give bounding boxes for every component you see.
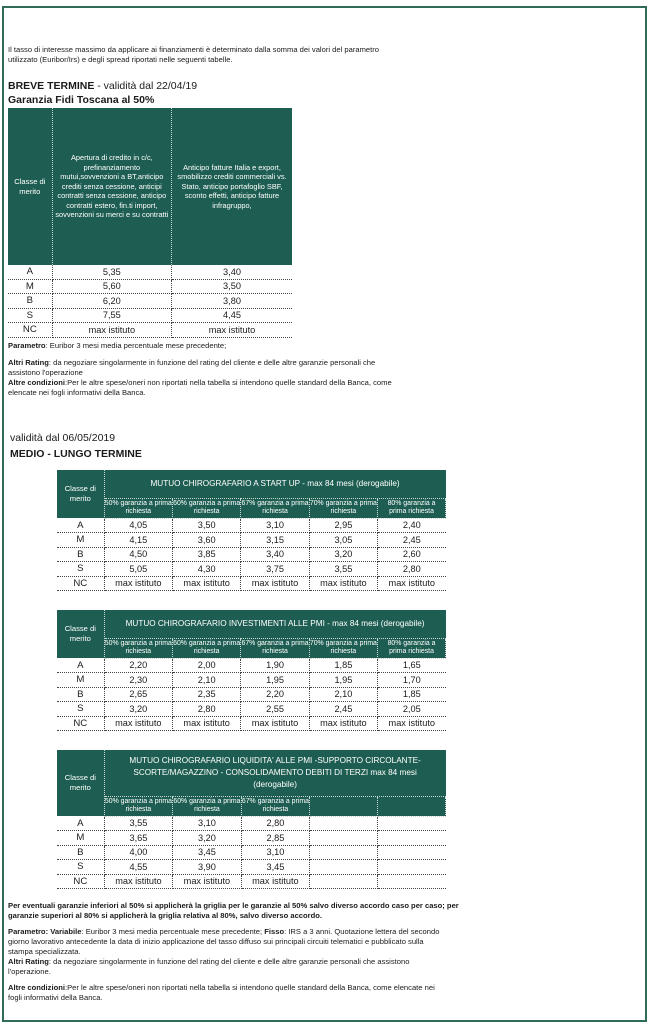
- param-fixed-label: Fisso: [264, 927, 285, 936]
- col-header-class: Classe di merito: [57, 470, 104, 518]
- empty-cell: [310, 860, 378, 875]
- value-cell: 2,10: [309, 687, 377, 702]
- value-cell: max istituto: [241, 716, 309, 731]
- value-cell: 1,90: [241, 658, 309, 673]
- class-cell: NC: [8, 323, 52, 338]
- value-cell: 4,50: [104, 547, 172, 562]
- col-header-50: 50% garanzia a prima richiesta: [104, 638, 172, 658]
- value-cell: 6,20: [52, 294, 171, 309]
- value-cell: 2,65: [104, 687, 172, 702]
- table-row: [8, 294, 292, 309]
- value-cell: 2,60: [378, 547, 446, 562]
- value-cell: max istituto: [378, 716, 446, 731]
- col-header-50: 50% garanzia a prima richiesta: [104, 498, 172, 518]
- col-header-class: Classe di merito: [8, 108, 52, 265]
- value-cell: 4,05: [104, 518, 172, 533]
- param-text: stampa specializzata.: [8, 947, 81, 956]
- value-cell: 2,20: [104, 658, 172, 673]
- value-cell: max istituto: [172, 716, 240, 731]
- value-cell: max istituto: [104, 576, 172, 591]
- table-row: [57, 831, 446, 846]
- col-header-invoice: Anticipo fatture Italia e export, smobilizzo crediti commerciali vs. Stato, anticipo portafoglio SBF, sconto effetti, anticipo fatture infragruppo,: [177, 162, 287, 210]
- value-cell: 4,15: [104, 533, 172, 548]
- medio-title: MEDIO - LUNGO TERMINE: [10, 448, 142, 460]
- value-cell: 3,20: [173, 831, 241, 846]
- value-cell: 3,55: [309, 562, 377, 577]
- table-title: MUTUO CHIROGRAFARIO A START UP - max 84 mesi (derogabile): [104, 470, 445, 498]
- table-row: [8, 323, 292, 338]
- guarantee-note: Per eventuali garanzie inferiori al 50% si applicherà la griglia per le garanzie al 50% salvo diverso accordo caso per caso; per: [8, 901, 459, 910]
- class-cell: NC: [57, 576, 104, 591]
- cond-text: elencate nei fogli informativi della Banca.: [8, 388, 146, 397]
- rating-text: assistono l'operazione: [8, 368, 83, 377]
- start-up-table: [57, 470, 446, 591]
- breve-heading: [8, 80, 197, 92]
- value-cell: 3,05: [309, 533, 377, 548]
- class-cell: B: [57, 687, 104, 702]
- value-cell: 3,85: [172, 547, 240, 562]
- class-cell: B: [8, 294, 52, 309]
- value-cell: max istituto: [172, 576, 240, 591]
- col-header-class: Classe di merito: [57, 750, 104, 816]
- param-text: giorno lavorativo antecedente la data di inizio applicazione del tasso diffuso sui principali circuiti telematici e pubblicato sulla: [8, 937, 424, 946]
- param-text: : IRS a 3 anni. Quotazione lettera del secondo: [284, 927, 440, 936]
- value-cell: 3,60: [172, 533, 240, 548]
- empty-cell: [378, 845, 446, 860]
- value-cell: 2,05: [378, 702, 446, 717]
- empty-cell: [378, 860, 446, 875]
- value-cell: max istituto: [104, 874, 172, 889]
- value-cell: 3,40: [172, 265, 293, 279]
- cond-note: [8, 983, 638, 993]
- param-variable-label: : Variabile: [45, 927, 82, 936]
- class-cell: A: [57, 518, 104, 533]
- breve-validity: - validità dal 22/04/19: [94, 80, 198, 92]
- rating-text: : da negoziare singolarmente in funzione del rating del cliente e delle altre garanzie personali che: [48, 358, 376, 367]
- cond-label: Altre condizioni: [8, 983, 65, 992]
- col-header-50: 50% garanzia a prima richiesta: [104, 796, 172, 816]
- liquidita-table: [57, 750, 446, 889]
- table-row: [57, 562, 446, 577]
- table-row: [8, 308, 292, 323]
- cond-text: :Per le altre spese/oneri non riportati nella tabella si intendono quelle standard della Banca, come: [64, 378, 392, 387]
- value-cell: 1,95: [241, 673, 309, 688]
- table-row: [57, 518, 446, 533]
- value-cell: 3,75: [241, 562, 309, 577]
- rating-label: Altri Rating: [8, 957, 49, 966]
- value-cell: 5,35: [52, 265, 171, 279]
- value-cell: 2,80: [172, 702, 240, 717]
- empty-cell: [310, 845, 378, 860]
- col-header-80: 80% garanzia a prima richiesta: [378, 638, 446, 658]
- class-cell: M: [57, 533, 104, 548]
- empty-cell: [310, 874, 378, 889]
- breve-notes: [8, 341, 638, 398]
- value-cell: 2,45: [378, 533, 446, 548]
- empty-cell: [378, 816, 446, 831]
- table-row: [57, 673, 446, 688]
- class-cell: S: [8, 308, 52, 323]
- cond-note: [8, 378, 638, 388]
- value-cell: max istituto: [309, 576, 377, 591]
- value-cell: 3,90: [173, 860, 241, 875]
- param-label: Parametro: [8, 341, 46, 350]
- col-header-67: 67% garanzia a prima richiesta: [241, 796, 309, 816]
- empty-cell: [310, 816, 378, 831]
- value-cell: 5,05: [104, 562, 172, 577]
- class-cell: NC: [57, 716, 104, 731]
- table-row: [57, 845, 446, 860]
- value-cell: max istituto: [52, 323, 171, 338]
- intro-line: Il tasso di interesse massimo da applicare ai finanziamenti è determinato dalla somma dei valori del parametro: [8, 45, 380, 54]
- value-cell: 4,55: [104, 860, 172, 875]
- value-cell: 3,20: [309, 547, 377, 562]
- rating-text: : da negoziare singolarmente in funzione del rating del cliente e delle altre garanzie personali che assistono: [48, 957, 410, 966]
- table-row: [57, 576, 446, 591]
- class-cell: M: [57, 673, 104, 688]
- value-cell: max istituto: [309, 716, 377, 731]
- col-header-60: 60% garanzia a prima richiesta: [172, 498, 240, 518]
- empty-cell: [310, 831, 378, 846]
- value-cell: 3,45: [173, 845, 241, 860]
- value-cell: 2,00: [172, 658, 240, 673]
- table-row: [8, 265, 292, 279]
- table-row: [57, 874, 446, 889]
- guarantee-note: garanzie superiori al 80% si applicherà la griglia relativa al 80%, salvo diverso accordo.: [8, 911, 323, 920]
- class-cell: B: [57, 845, 104, 860]
- breve-subtitle: Garanzia Fidi Toscana al 50%: [8, 94, 155, 106]
- class-cell: A: [57, 816, 104, 831]
- rating-label: Altri Rating: [8, 358, 49, 367]
- value-cell: 4,00: [104, 845, 172, 860]
- table-row: [57, 816, 446, 831]
- table-title-line: SCORTE/MAGAZZINO - CONSOLIDAMENTO DEBITI DI TERZI max 84 mesi: [133, 767, 417, 777]
- table-row: [57, 716, 446, 731]
- class-cell: NC: [57, 874, 104, 889]
- value-cell: 1,95: [309, 673, 377, 688]
- class-cell: A: [57, 658, 104, 673]
- cond-label: Altre condizioni: [8, 378, 65, 387]
- col-header-class: Classe di merito: [57, 610, 104, 658]
- value-cell: 2,35: [172, 687, 240, 702]
- table-title: [104, 750, 445, 796]
- value-cell: 3,20: [104, 702, 172, 717]
- medio-validity: validità dal 06/05/2019: [10, 432, 116, 444]
- table-row: [57, 533, 446, 548]
- value-cell: max istituto: [241, 576, 309, 591]
- class-cell: M: [8, 279, 52, 294]
- table-row: [57, 658, 446, 673]
- col-header-60: 60% garanzia a prima richiesta: [173, 796, 241, 816]
- class-cell: S: [57, 860, 104, 875]
- table-title-line: MUTUO CHIROGRAFARIO LIQUIDITA' ALLE PMI -SUPPORTO CIRCOLANTE-: [129, 755, 421, 765]
- value-cell: max istituto: [173, 874, 241, 889]
- param-label: Parametro: [8, 927, 46, 936]
- value-cell: 2,10: [172, 673, 240, 688]
- table-row: [57, 702, 446, 717]
- col-header-70: 70% garanzia a prima richiesta: [309, 498, 377, 518]
- col-header-60: 60% garanzia a prima richiesta: [172, 638, 240, 658]
- value-cell: 3,15: [241, 533, 309, 548]
- value-cell: max istituto: [378, 576, 446, 591]
- value-cell: 3,80: [172, 294, 293, 309]
- table-title-line: (derogabile): [253, 779, 297, 789]
- value-cell: 3,55: [104, 816, 172, 831]
- value-cell: 1,65: [378, 658, 446, 673]
- col-header-67: 67% garanzia a prima richiesta: [241, 638, 309, 658]
- param-text: : Euribor 3 mesi media percentuale mese precedente;: [81, 927, 265, 936]
- value-cell: max istituto: [172, 323, 293, 338]
- value-cell: 3,45: [241, 860, 309, 875]
- value-cell: 2,40: [378, 518, 446, 533]
- value-cell: 2,80: [241, 816, 309, 831]
- class-cell: M: [57, 831, 104, 846]
- col-header-empty: [378, 796, 446, 816]
- value-cell: 2,80: [378, 562, 446, 577]
- param-note: [8, 927, 638, 937]
- cond-text: fogli informativi della Banca.: [8, 993, 103, 1002]
- class-cell: S: [57, 702, 104, 717]
- intro-line: utilizzato (Euribor/Irs) e degli spread riportati nelle seguenti tabelle.: [8, 55, 233, 64]
- value-cell: 4,45: [172, 308, 293, 323]
- value-cell: 5,60: [52, 279, 171, 294]
- table-row: [57, 547, 446, 562]
- value-cell: max istituto: [104, 716, 172, 731]
- value-cell: 3,50: [172, 279, 293, 294]
- value-cell: 3,10: [241, 845, 309, 860]
- intro-text: [8, 45, 628, 65]
- col-header-80: 80% garanzia a prima richiesta: [378, 498, 446, 518]
- cond-text: :Per le altre spese/oneri non riportati nella tabella si intendono quelle standard della Banca, come elencate nei: [64, 983, 435, 992]
- breve-table: [8, 108, 292, 338]
- rating-note: [8, 358, 638, 368]
- value-cell: 2,95: [309, 518, 377, 533]
- param-text: : Euribor 3 mesi media percentuale mese precedente;: [45, 341, 227, 350]
- value-cell: 3,40: [241, 547, 309, 562]
- rating-text: l'operazione.: [8, 967, 51, 976]
- investimenti-table: [57, 610, 446, 731]
- value-cell: 3,10: [173, 816, 241, 831]
- value-cell: 2,45: [309, 702, 377, 717]
- value-cell: 1,85: [309, 658, 377, 673]
- value-cell: 2,20: [241, 687, 309, 702]
- value-cell: 3,50: [172, 518, 240, 533]
- class-cell: A: [8, 265, 52, 279]
- medio-notes: [8, 901, 638, 1003]
- empty-cell: [378, 874, 446, 889]
- rating-note: [8, 957, 638, 967]
- value-cell: max istituto: [241, 874, 309, 889]
- value-cell: 3,65: [104, 831, 172, 846]
- value-cell: 2,30: [104, 673, 172, 688]
- class-cell: B: [57, 547, 104, 562]
- value-cell: 1,85: [378, 687, 446, 702]
- col-header-credit: Apertura di credito in c/c, prefinanziamento mutui,sovvenzioni a BT,anticipo crediti senza cessione, anticipi contratti senza cessione, anticipo contratti estero, fin.ti import, sovvenzioni su merci e su contratti: [52, 108, 171, 265]
- value-cell: 3,10: [241, 518, 309, 533]
- table-row: [57, 687, 446, 702]
- value-cell: 2,85: [241, 831, 309, 846]
- class-cell: S: [57, 562, 104, 577]
- col-header-70: 70% garanzia a prima richiesta: [309, 638, 377, 658]
- table-row: [8, 279, 292, 294]
- col-header-empty: [310, 796, 378, 816]
- breve-title: BREVE TERMINE: [8, 80, 95, 92]
- table-row: [57, 860, 446, 875]
- value-cell: 7,55: [52, 308, 171, 323]
- param-note: [8, 341, 638, 351]
- table-title: MUTUO CHIROGRAFARIO INVESTIMENTI ALLE PMI - max 84 mesi (derogabile): [104, 610, 445, 638]
- value-cell: 1,70: [378, 673, 446, 688]
- value-cell: 4,30: [172, 562, 240, 577]
- value-cell: 2,55: [241, 702, 309, 717]
- empty-cell: [378, 831, 446, 846]
- col-header-67: 67% garanzia a prima richiesta: [241, 498, 309, 518]
